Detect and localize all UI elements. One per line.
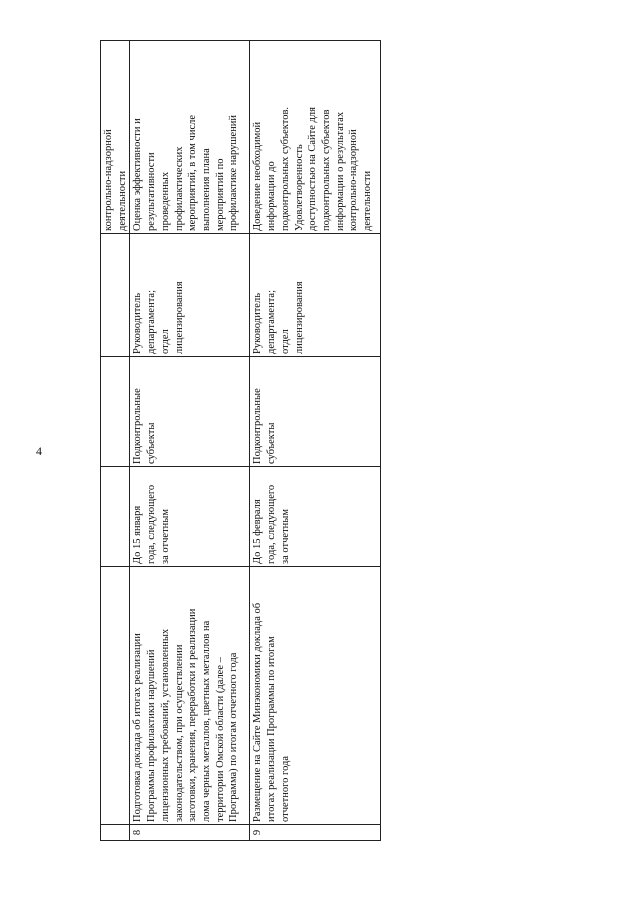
result-line: проведенных [159,171,171,231]
result-line: подконтрольных субъектов [320,109,332,231]
deadline-cell [130,467,250,567]
responsible-cell [101,234,130,357]
table-row-8 [130,41,250,841]
responsible-line: отдел [159,329,171,354]
deadline-line: года, следующего [146,484,158,564]
result-line: результативности [146,152,158,231]
result-line: доступностью на Сайте для [307,107,319,231]
result-line: деятельности [116,170,128,231]
rotated-table-container [100,41,380,841]
result-line: подконтрольных субъектов. [279,106,291,231]
subjects-line: субъекты [266,422,278,464]
row-number: 9 [250,825,381,841]
activity-line: заготовки, хранения, переработки и реализации [187,608,199,822]
table-row-continued [101,41,130,841]
activity-cell [130,567,250,825]
result-line: контрольно-надзорной [103,129,114,231]
result-line: профилактике нарушений [228,115,240,231]
number-cell [101,825,130,841]
activity-cell [250,567,381,825]
deadline-cell [250,467,381,567]
deadline-line: за отчетным [159,509,171,564]
result-line: выполнения плана [200,148,212,231]
result-line: профилактических [173,146,185,231]
deadline-line: До 15 февраля [252,499,264,564]
result-line: Удовлетворенность [293,144,305,231]
deadline-line: за отчетным [279,509,291,564]
responsible-line: Руководитель [132,293,144,354]
responsible-cell [130,234,250,357]
table-row-9 [250,41,381,841]
deadline-line: года, следующего [266,484,278,564]
activity-line: Программа) по итогам отчетного года [228,652,240,822]
result-cell [101,41,130,234]
deadline-cell [101,467,130,567]
responsible-line: департамента; [266,290,278,354]
result-line: информации до [266,161,278,231]
subjects-cell [250,357,381,467]
subjects-cell [130,357,250,467]
deadline-line: До 15 января [132,505,144,564]
activity-line: законодательством, при осуществлении [173,644,185,822]
activity-line: лома черных металлов, цветных металлов на [200,620,212,822]
subjects-line: субъекты [146,422,158,464]
subjects-line: Подконтрольные [252,388,264,464]
responsible-line: лицензирования [173,281,185,354]
page-number: 4 [36,444,42,458]
responsible-line: отдел [279,329,291,354]
responsible-line: департамента; [146,290,158,354]
subjects-line: Подконтрольные [132,388,144,464]
activity-line: итогах реализации Программы по итогам [266,636,278,822]
activity-line: Размещение на Сайте Минэкономики доклада об [252,602,264,822]
result-cell [130,41,250,234]
activity-cell [101,567,130,825]
result-cell [250,41,381,234]
result-line: Оценка эффективности и [132,118,144,231]
plan-table [100,40,381,841]
result-line: контрольно-надзорной [348,129,360,231]
responsible-line: лицензирования [293,281,305,354]
activity-line: лицензионных требований, установленных [159,628,171,822]
activity-line: Подготовка доклада об итогах реализации [132,633,144,822]
result-line: Доведение необходимой [252,121,264,231]
row-number: 8 [130,825,250,841]
activity-line: Программы профилактики нарушений [146,649,158,822]
subjects-cell [101,357,130,467]
activity-line: территории Омской области (далее – [214,657,226,822]
activity-line: отчетного года [279,755,291,822]
result-line: мероприятий по [214,158,226,231]
result-line: информации о результатах [334,111,346,231]
responsible-cell [250,234,381,357]
result-line: деятельности [362,170,374,231]
responsible-line: Руководитель [252,293,264,354]
result-line: мероприятий, в том числе [187,114,199,231]
